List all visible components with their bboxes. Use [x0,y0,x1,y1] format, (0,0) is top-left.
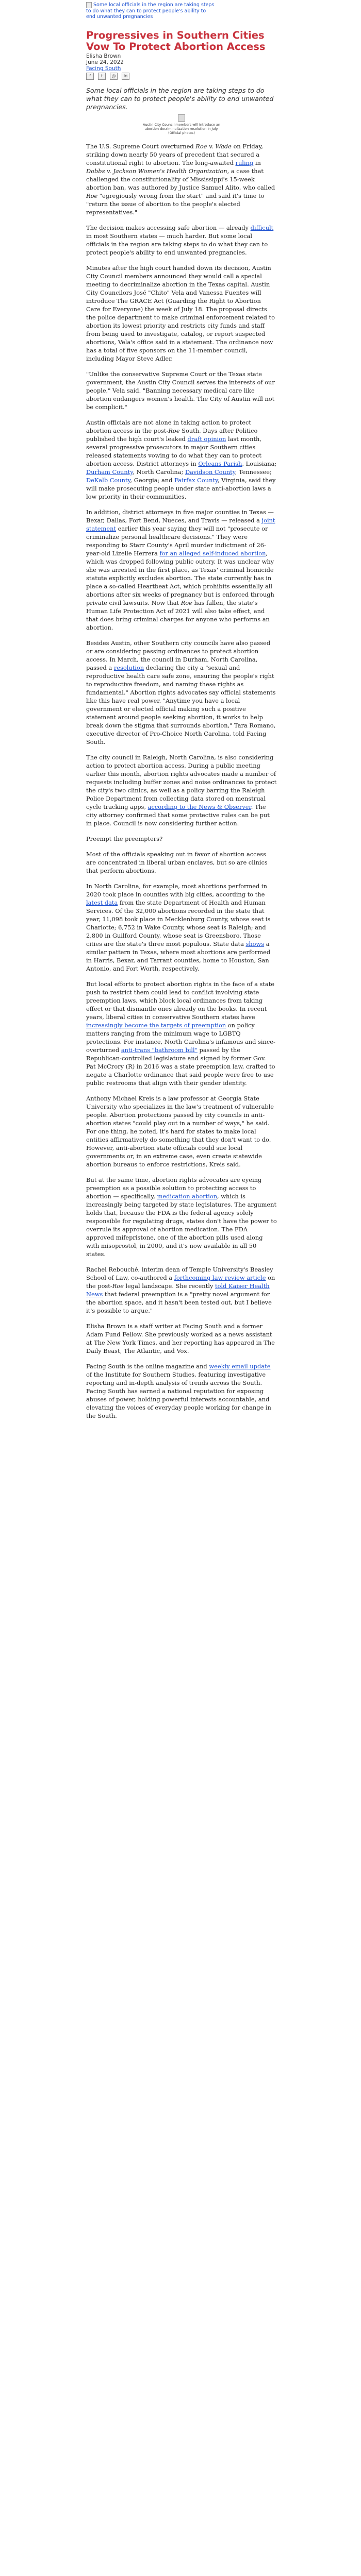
italic-text: Roe [180,599,192,606]
paragraph-text: "egregiously wrong from the start" and said it's time to "return the issue of abortion to the people's elected representatives." [86,192,265,216]
paragraph-text: The city council in Raleigh, North Carolina, is also considering action to protect abortion access. During a public meeting earlier this month, abortion rights advocates made a number of requests including buffer zones and noise ordinances to protect the city's two clinics, as well as a policy barring the Raleigh Police Department from collecting data stored on menstrual cycle tracking apps, [86,754,277,810]
paragraph-text: In North Carolina, for example, most abortions performed in 2020 took place in counties with big cities, according to the [86,883,267,898]
paragraph-text: last month, several progressive prosecutors in major Southern cities released statements vowing to do what they can to protect abortion access. District attorneys in [86,435,262,467]
paragraph-text: Anthony Michael Kreis is a law professor at Georgia State University who specializes in the law's treatment of vulnerable people. Abortion protections passed by city councils in anti-abortion states "could play out in a number of ways," he said. For one thing, he noted, it's hard for states to make local entities affirmatively do something that they don't want to do. However, anti-abortion state officials could sue local governments or, in an extreme case, even create statewide abortion bureaus to enforce restrictions, Kreis said. [86,1095,274,1168]
article-paragraph [86,753,277,827]
article-paragraph [86,1176,277,1258]
paragraph-text: The U.S. Supreme Court overturned [86,143,196,150]
paragraph-text: on Friday, striking down nearly 50 years of precedent that secured a constitutional right to abortion. The long-awaited [86,143,264,166]
paragraph-text: , which was dropped following public outcry. It was unclear why she was arrested in the first place, as Texas' criminal homicide statute explicitly excludes abortion. The state currently has in place a so-called Heartbeat Act, which prohibits essentially all abortions after six weeks of pregnancy but is enforced through private civil lawsuits. Now that [86,550,274,606]
italic-text: Roe [168,427,180,434]
inline-link[interactable]: Fairfax County [174,477,218,484]
paragraph-text: In addition, district attorneys in five major counties in Texas — Bexar, Dallas, Fort Bend, Nueces, and Travis — released a [86,509,274,524]
inline-link[interactable]: difficult [250,224,274,231]
inline-link[interactable]: increasingly become the targets of preemption [86,1022,226,1029]
publish-date: June 24, 2022 [86,59,124,65]
paragraph-text: passed by the Republican-controlled legislature and signed by former Gov. Pat McCrory (R) in 2016 was a state preemption law, crafted to negate a Charlotte ordinance that said people were free to use public restrooms that align with their gender identity. [86,1046,275,1087]
paragraph-text: on policy matters ranging from the minimum wage to LGBTQ protections. For instance, North Carolina's infamous and since-overturned [86,1022,275,1054]
inline-link[interactable]: forthcoming law review article [174,1274,266,1281]
paragraph-text: "Unlike the conservative Supreme Court or the Texas state government, the Austin City Council serves the interests of our people," Vela said. "Banning necessary medical care like abortion endangers women's health. The City of Austin will not be complicit." [86,370,275,411]
paragraph-text: , Virginia, said they will make prosecuting people under state anti-abortion laws a low priority in their communities. [86,477,276,500]
article-paragraph [86,980,277,1087]
paragraph-text: , Tennessee; [235,468,272,476]
author-name: Elisha Brown [86,53,121,59]
inline-link[interactable]: resolution [113,664,144,671]
article-paragraph [86,1094,277,1168]
article-paragraph [86,508,277,632]
article-paragraph [86,882,277,973]
inline-link[interactable]: told Kaiser Health News [86,1282,270,1298]
photo-caption: Austin City Council members will introduce an abortion decriminalization resolution in July. (Official photos) [143,123,220,135]
italic-text: Dobbs v. Jackson Women's Health Organization [86,167,227,175]
paragraph-text: declaring the city a "sexual and reproductive health care safe zone, ensuring the people's right to reproductive freedom, and naming these rights as fundamental." Abortion rights advocates say official statements like this have real power. "Anytime you have a local government or elected official making such a positive statement around people seeking abortion, it works to help break down the stigma that surrounds abortion," Tara Romano, executive director of Pro-Choice North Carolina, told Facing South. [86,664,276,745]
paragraph-text: , Georgia; and [130,477,175,484]
outlet-link[interactable]: Facing South [86,65,121,72]
inline-link[interactable]: according to the News & Observer [147,803,251,810]
inline-link[interactable]: medication abortion [157,1193,218,1200]
inline-link[interactable]: DeKalb County [86,477,130,484]
inline-link[interactable]: draft opinion [187,435,226,443]
paragraph-text: Preempt the preempters? [86,835,163,842]
photo-placeholder-icon [178,114,185,122]
article-paragraph [86,370,277,411]
paragraph-text: Besides Austin, other Southern city councils have also passed or are considering passing ordinances to protect abortion access. In March, the council in Durham, North Carolina, passed a [86,639,271,671]
paragraph-text: Most of the officials speaking out in favor of abortion access are concentrated in liberal urban enclaves, but so are clinics that perform abortions. [86,851,268,874]
paragraph-text: that federal preemption is a "pretty novel argument for the abortion space, and it hasn't been tested out, but I believe it's possible to argue." [86,1291,272,1314]
paragraph-text: Austin officials are not alone in taking action to protect abortion access in the post- [86,419,251,434]
twitter-share-icon[interactable]: t [98,73,106,80]
article-title: Progressives in Southern Cities Vow To Protect Abortion Access [86,29,266,53]
paragraph-text: earlier this year saying they will not "prosecute or criminalize personal healthcare decisions." They were responding to Starr County's April murder indictment of 26-year-old Lizelle Herrera [86,525,268,557]
paragraph-text: a similar pattern in Texas, where most abortions are performed in Harris, Bexar, and Tarrant counties, home to Houston, San Antonio, and Fort Worth, respectively. [86,940,271,972]
broken-image-icon [86,2,92,8]
paragraph-text: The decision makes accessing safe abortion — already [86,224,251,231]
article-body [86,142,277,1427]
paragraph-text: Minutes after the high court handed down its decision, Austin City Council members announced they would call a special meeting to decriminalize abortion in the Texas capital. Austin City Councilors José "Chito" Vela and Vanessa Fuentes will introduce The GRACE Act (Guarding the Right to Abortion Care for Everyone) the week of July 18. The proposal directs the police department to make criminal enforcement related to abortion its lowest priority and restricts city funds and staff from being used to investigate, catalog, or report suspected abortions, Vela's office said in a statement. The ordinance now has a total of five sponsors on the 11-member council, including Mayor Steve Adler. [86,264,275,362]
paragraph-text: , North Carolina; [133,468,185,476]
byline [86,53,277,72]
italic-text: Roe v. Wade [195,143,232,150]
paragraph-text: Elisha Brown is a staff writer at Facing South and a former Adam Fund Fellow. She previously worked as a news assistant at The New York Times, and her reporting has appeared in The Daily Beast, The Atlantic, and Vox. [86,1323,275,1354]
paragraph-text: , Louisiana; [242,460,277,467]
article-paragraph [86,850,277,875]
inline-link[interactable]: for an alleged self-induced abortion [159,550,266,557]
paragraph-text: on the post- [86,1274,275,1290]
inline-link[interactable]: joint statement [86,517,275,532]
header-image [86,2,215,31]
inline-link[interactable]: weekly email update [209,1363,271,1370]
article-paragraph [86,224,277,257]
article-paragraph [86,264,277,363]
italic-text: Roe [112,1282,124,1290]
inline-link[interactable]: shows [245,940,265,947]
inline-link[interactable]: Durham County [86,468,133,476]
header-image-alt-text: Some local officials in the region are taking steps to do what they can to protect people's ability to end unwanted pregnancies [86,2,215,20]
share-icons [86,73,129,80]
paragraph-text: But at the same time, abortion rights advocates are eyeing preemption as a possible solution to protecting access to abortion — specifically, [86,1176,262,1200]
article-paragraph [86,1362,277,1420]
paragraph-text: , which is increasingly being targeted by state legislatures. The argument holds that, because the FDA is the federal agency solely responsible for regulating drugs, states don't have the power to overrule its approval of abortion medication. The FDA approved mifepristone, one of the abortion pills used along with misoprostol, in 2000, and it's now available in all 50 states. [86,1193,277,1258]
paragraph-text: But local efforts to protect abortion rights in the face of a state push to restrict them could lead to conflict involving state preemption laws, which block local ordinances from taking effect or that dismantle ones already on the books. In recent years, liberal cities in conservative Southern states have [86,980,275,1021]
linkedin-share-icon[interactable]: in [122,73,129,80]
paragraph-text: of the Institute for Southern Studies, featuring investigative reporting and in-depth analysis of trends across the South. Facing South has earned a national reputation for exposing abuses of power, holding powerful interests accountable, and elevating the voices of everyday people working for change in the South. [86,1371,271,1419]
paragraph-text: legal landscape. She recently [123,1282,216,1290]
paragraph-text: Facing South is the online magazine and [86,1363,209,1370]
inline-link[interactable]: anti-trans "bathroom bill" [121,1046,198,1054]
inline-link[interactable]: ruling [235,159,254,166]
article-photo [140,114,223,137]
email-share-icon[interactable]: @ [110,73,118,80]
article-paragraph [86,142,277,216]
facebook-share-icon[interactable]: f [86,73,94,80]
paragraph-text: Rachel Rebouché, interim dean of Temple University's Beasley School of Law, co-authored a [86,1266,273,1281]
paragraph-text: in most Southern states — much harder. But some local officials in the region are taking steps to do what they can to protect people's ability to end unwanted pregnancies. [86,232,268,256]
inline-link[interactable]: Davidson County [185,468,235,476]
inline-link[interactable]: latest data [86,899,118,906]
paragraph-text: from the state Department of Health and Human Services. Of the 32,000 abortions recorded in the state that year, 11,098 took place in Mecklenburg County, whose seat is Charlotte; 6,752 in Wake County, whose seat is Raleigh; and 2,800 in Guilford County, whose seat is Greensboro. Those cities are the state's three most populous. State data [86,899,271,947]
article-paragraph [86,1322,277,1355]
paragraph-text: , a case that challenged the constitutionality of Mississippi's 15-week abortion ban, was authored by Justice Samuel Alito, who called [86,167,275,191]
article-paragraph [86,639,277,746]
article-paragraph [86,418,277,501]
paragraph-text: . The city attorney confirmed that some protective rules can be put in place. Council is now considering further action. [86,803,270,827]
article-dek: Some local officials in the region are taking steps to do what they can to protect people's ability to end unwanted pregnancies. [86,87,274,111]
paragraph-text: in [253,159,261,166]
italic-text: Roe [86,192,98,199]
paragraph-text: South. Days after Politico published the high court's leaked [86,427,258,443]
article-paragraph [86,1265,277,1315]
inline-link[interactable]: Orleans Parish [198,460,242,467]
paragraph-text: has fallen, the state's Human Life Protection Act of 2021 will also take effect, and that does bring criminal charges for anyone who performs an abortion. [86,599,270,631]
article-paragraph [86,835,277,843]
